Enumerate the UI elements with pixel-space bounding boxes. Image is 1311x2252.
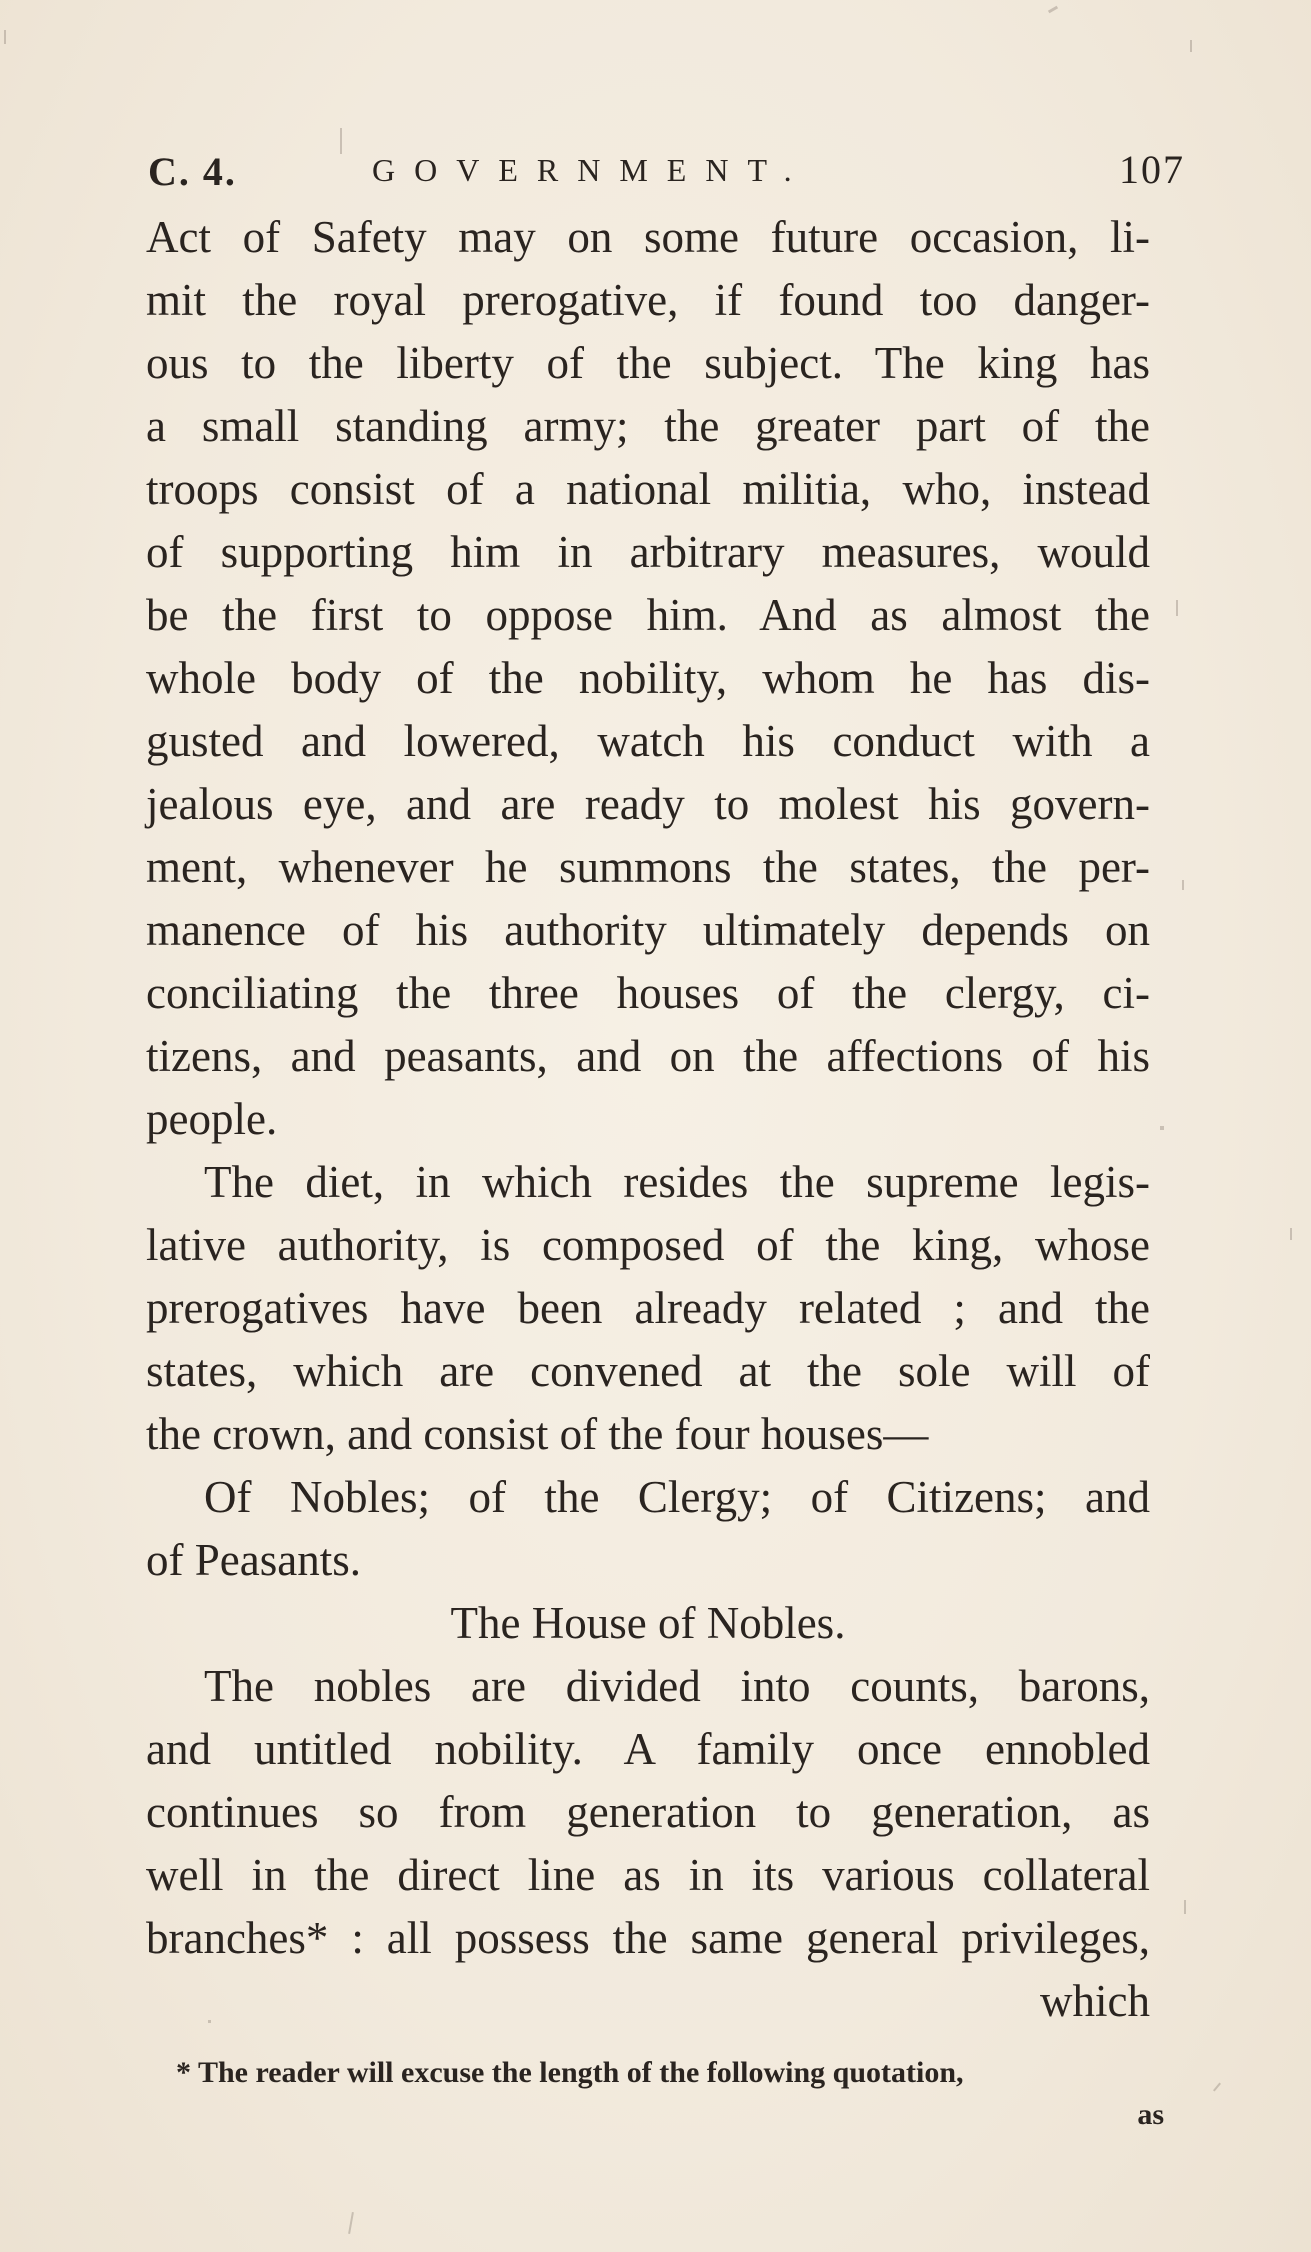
- paper-speck: [1176, 600, 1178, 616]
- text-line: Of Nobles; of the Clergy; of Citizens; and: [204, 1472, 1150, 1522]
- paper-speck: [340, 128, 342, 154]
- text-line: jealous eye, and are ready to molest his govern-: [146, 779, 1150, 829]
- page-number: 107: [1119, 147, 1185, 192]
- text-line: people.: [146, 1094, 278, 1144]
- section-heading: The House of Nobles.: [450, 1598, 846, 1648]
- footnote: [176, 2052, 1164, 2136]
- running-header: [140, 128, 1185, 194]
- catchword: which: [1040, 1976, 1150, 2026]
- footnote-line: * The reader will excuse the length of the following quotation,: [176, 2056, 964, 2089]
- paper-speck: [208, 2020, 211, 2023]
- paper-speck: [1290, 1228, 1292, 1240]
- text-line: conciliating the three houses of the clergy, ci-: [146, 968, 1150, 1018]
- text-line: be the first to oppose him. And as almost the: [146, 590, 1150, 640]
- text-line: of Peasants.: [146, 1535, 361, 1585]
- text-line: The nobles are divided into counts, barons,: [204, 1661, 1150, 1711]
- text-line: The diet, in which resides the supreme legis-: [204, 1157, 1150, 1207]
- paper-speck: [1160, 1126, 1164, 1130]
- text-line: continues so from generation to generation, as: [146, 1787, 1150, 1837]
- paper-speck: [4, 30, 6, 44]
- text-line: a small standing army; the greater part of the: [146, 401, 1150, 451]
- paper-speck: [1184, 1900, 1186, 1914]
- text-line: the crown, and consist of the four houses—: [146, 1409, 929, 1459]
- footnote-catchword: as: [1137, 2098, 1164, 2131]
- text-line: prerogatives have been already related ; and the: [146, 1283, 1150, 1333]
- text-line: mit the royal prerogative, if found too danger-: [146, 275, 1150, 325]
- paper-speck: [1182, 880, 1184, 890]
- text-line: Act of Safety may on some future occasion, li-: [146, 212, 1150, 262]
- text-line: manence of his authority ultimately depends on: [146, 905, 1150, 955]
- text-line: troops consist of a national militia, who, instead: [146, 464, 1150, 514]
- text-line: states, which are convened at the sole will of: [146, 1346, 1150, 1396]
- text-line: ous to the liberty of the subject. The king has: [146, 338, 1150, 388]
- text-line: tizens, and peasants, and on the affections of his: [146, 1031, 1150, 1081]
- body-text: [146, 206, 1150, 2033]
- paper-speck: [1190, 40, 1192, 52]
- text-line: and untitled nobility. A family once ennobled: [146, 1724, 1150, 1774]
- chapter-marker: C. 4.: [148, 149, 237, 194]
- text-line: whole body of the nobility, whom he has dis-: [146, 653, 1150, 703]
- paper-speck: [1048, 6, 1058, 14]
- text-line: lative authority, is composed of the king, whose: [146, 1220, 1150, 1270]
- paper-speck: [1213, 2083, 1221, 2092]
- paper-speck: [348, 2212, 354, 2234]
- text-line: branches* : all possess the same general privileges,: [146, 1913, 1150, 1963]
- text-line: well in the direct line as in its various collateral: [146, 1850, 1150, 1900]
- text-line: gusted and lowered, watch his conduct with a: [146, 716, 1150, 766]
- running-title: GOVERNMENT.: [372, 152, 811, 188]
- text-line: of supporting him in arbitrary measures, would: [146, 527, 1150, 577]
- text-line: ment, whenever he summons the states, the per-: [146, 842, 1150, 892]
